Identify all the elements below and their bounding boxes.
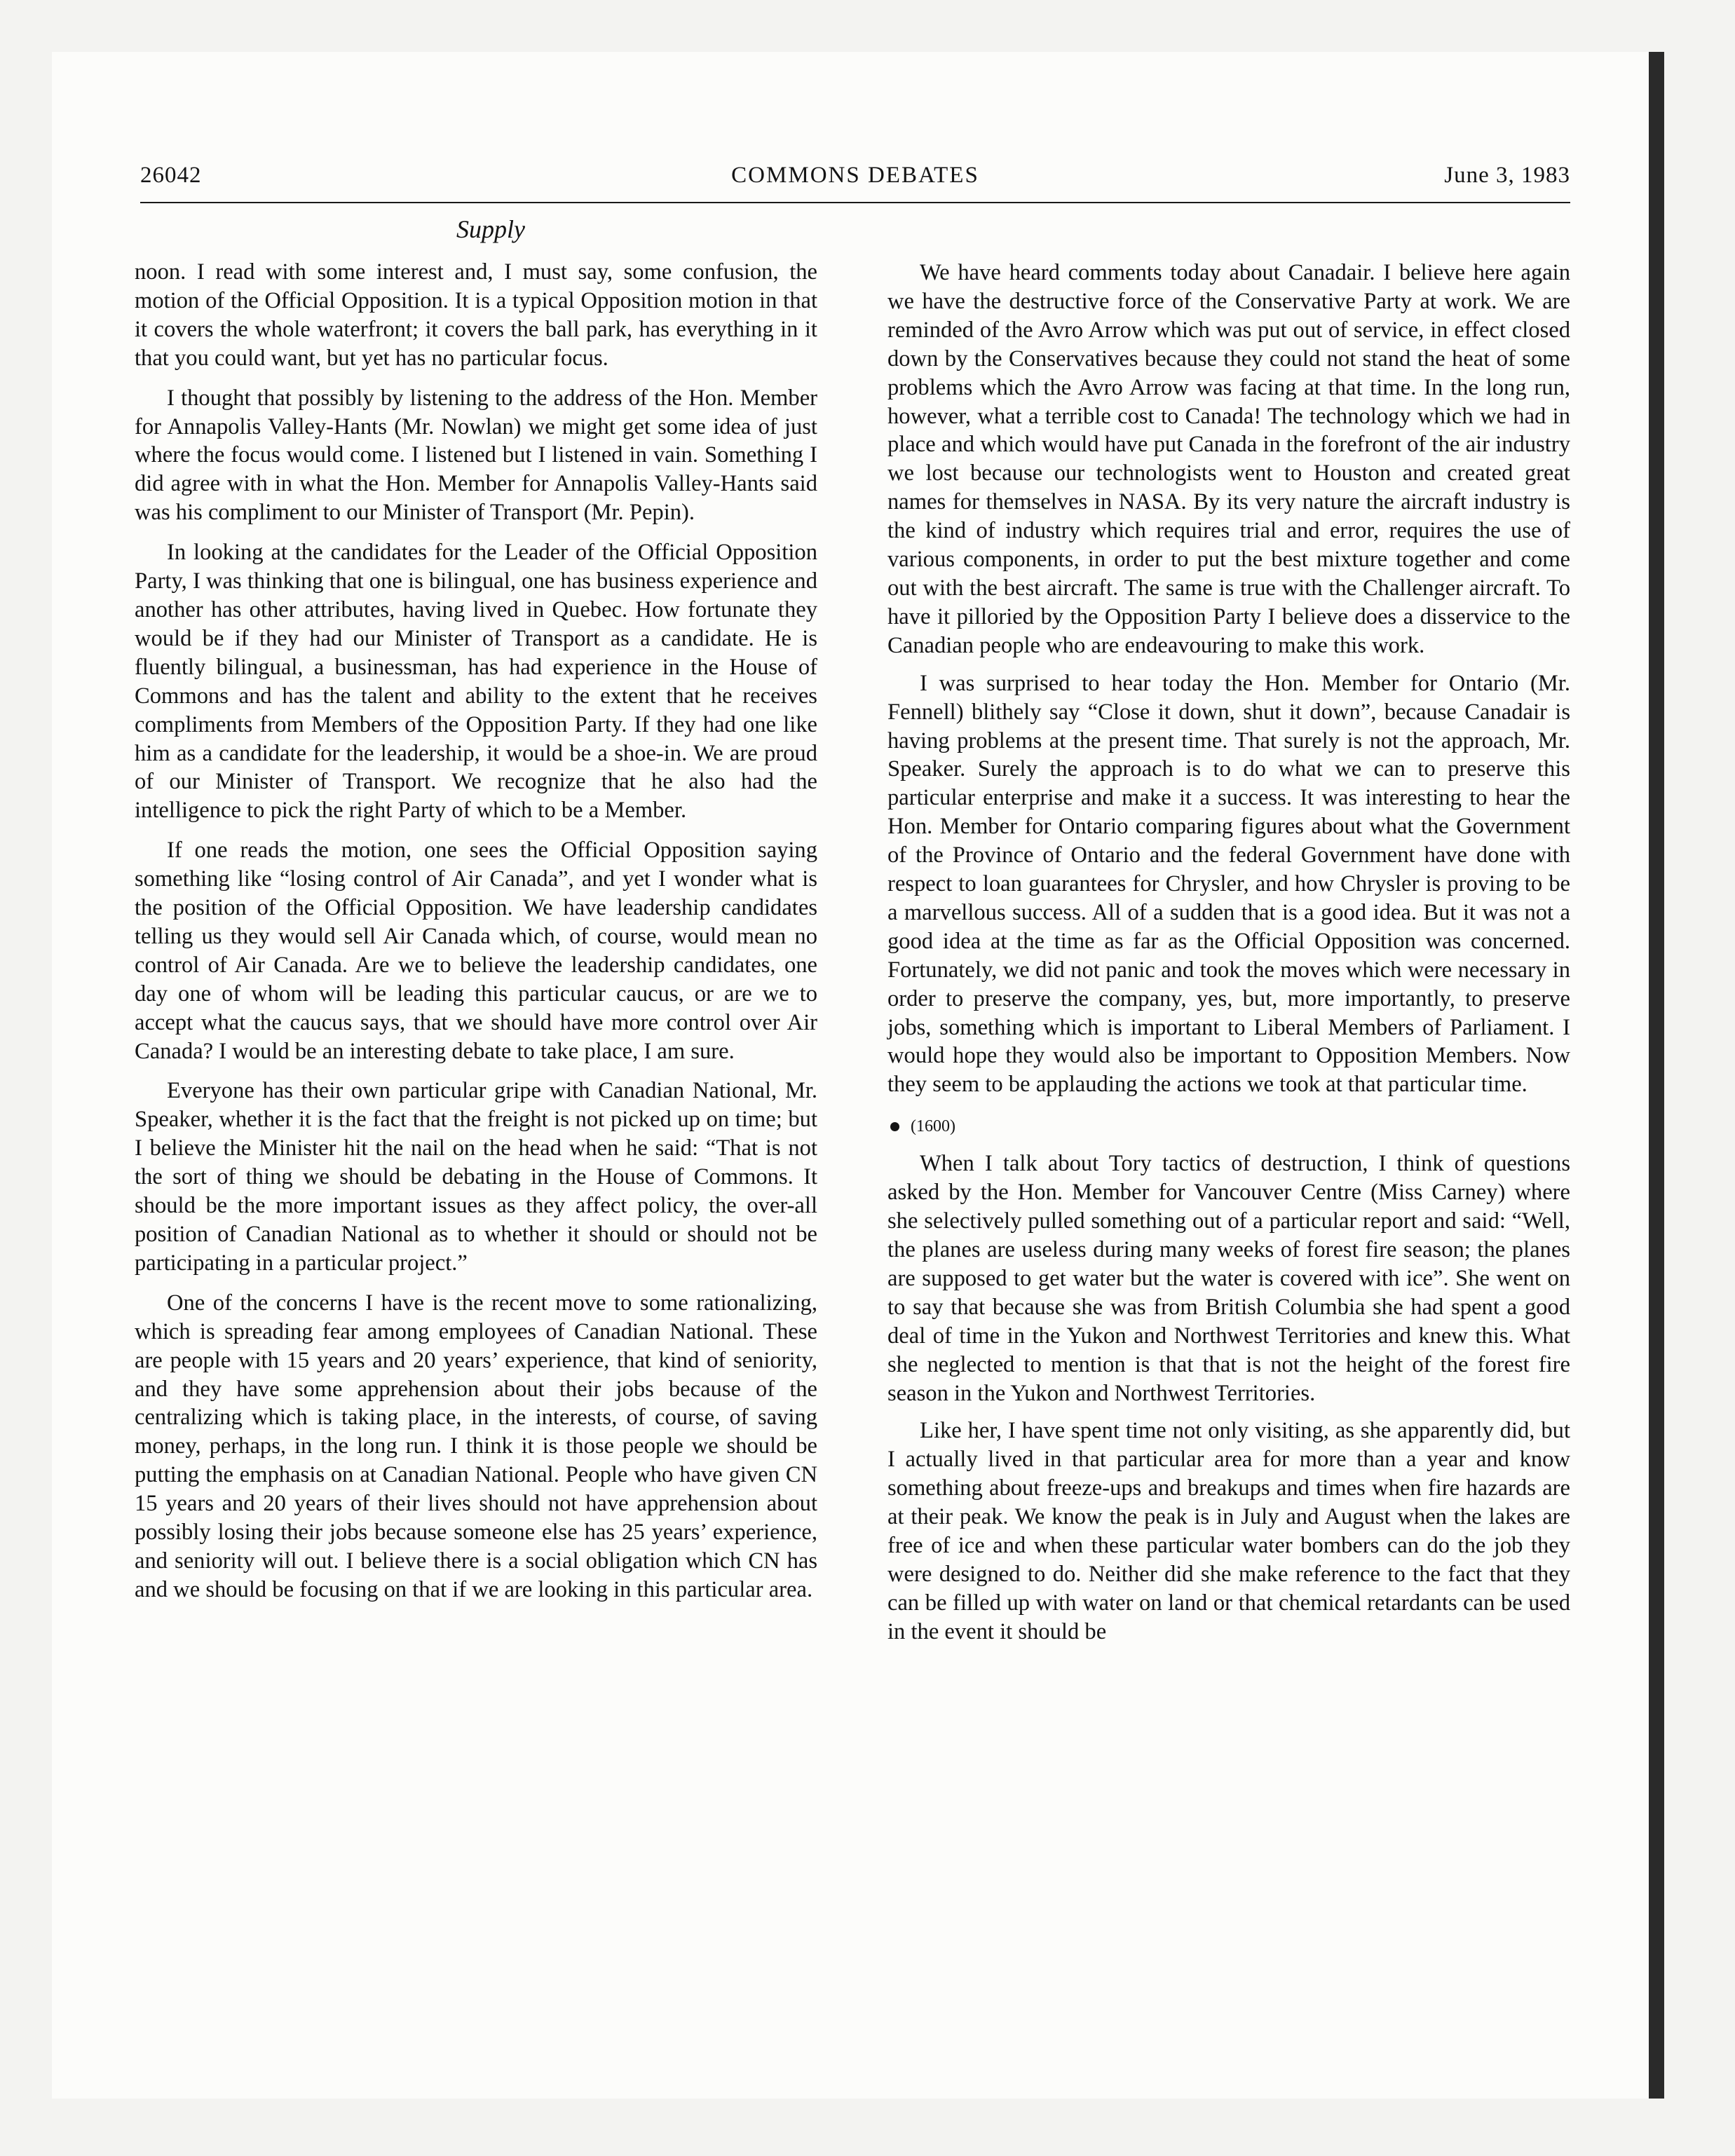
paragraph: We have heard comments today about Canadair. I believe here again we have the destructive force of the Conservative Party at work. We are reminded of the Avro Arrow which was put out of service, in effect closed down by the Conservatives because they could not stand the heat of some problems which the Avro Arrow was facing at that time. In the long run, however, what a terrible cost to Canada! The technology which we had in place and which would have put Canada in the forefront of the air industry we lost because our technologists went to Houston and created great names for themselves in NASA. By its very nature the aircraft industry is the kind of industry which requires trial and error, requires the use of various components, in order to put the best mixture together and come out with the best aircraft. The same is true with the Challenger aircraft. To have it pilloried by the Opposition Party I believe does a disservice to the Canadian people who are endeavouring to make this work. — [887, 260, 1570, 658]
running-title: COMMONS DEBATES — [731, 163, 979, 188]
left-column — [135, 258, 817, 1616]
header-rule — [140, 202, 1570, 203]
paragraph: When I talk about Tory tactics of destruction, I think of questions asked by the Hon. Member for Vancouver Centre (Miss Carney) where she selectively pulled something out of a particular report and said: “Well, the planes are useless during many weeks of forest fire season; the planes are supposed to get water but the water is covered with ice”. She went on to say that because she was from British Columbia she had spent a good deal of time in the Yukon and Northwest Territories and knew this. What she neglected to mention is that that is not the height of the forest fire season in the Yukon and Northwest Territories. — [887, 1151, 1570, 1406]
bullet-icon — [890, 1122, 899, 1131]
page-header — [140, 163, 1570, 202]
right-column — [887, 259, 1570, 1646]
scan-edge-shadow — [1649, 52, 1664, 2099]
paragraph: I thought that possibly by listening to the address of the Hon. Member for Annapolis Valley-Hants (Mr. Nowlan) we might get some idea of just where the focus would come. I listened but I listened in vain. Something I did agree with in what the Hon. Member for Annapolis Valley-Hants said was his compliment to our Minister of Transport (Mr. Pepin). — [135, 385, 817, 526]
paragraph: noon. I read with some interest and, I must say, some confusion, the motion of the Official Opposition. It is a typical Opposition motion in that it covers the whole waterfront; it covers the ball park, has everything in it that you could want, but yet has no particular focus. — [135, 259, 817, 371]
paragraph: Like her, I have spent time not only visiting, as she apparently did, but I actually lived in that particular area for more than a year and know something about freeze-ups and breakups and times when fire hazards are at their peak. We know the peak is in July and August when the lakes are free of ice and when these particular water bombers can do the job they were designed to do. Neither did she make reference to the fact that they can be filled up with water on land or that chemical retardants can be used in the event it should be — [887, 1418, 1570, 1644]
page-number: 26042 — [140, 163, 202, 188]
paragraph: In looking at the candidates for the Leader of the Official Opposition Party, I was thinking that one is bilingual, one has business experience and another has other attributes, having lived in Quebec. How fortunate they would be if they had our Minister of Transport as a candidate. He is fluently bilingual, a businessman, has had experience in the House of Commons and has the talent and ability to the extent that he receives compliments from Members of the Opposition Party. If they had one like him as a candidate for the leadership, it would be a shoe-in. We are proud of our Minister of Transport. We recognize that he also had the intelligence to pick the right Party of which to be a Member. — [135, 540, 817, 824]
time-marker-label: (1600) — [911, 1117, 955, 1136]
paragraph: Everyone has their own particular gripe with Canadian National, Mr. Speaker, whether it is the fact that the freight is not picked up on time; but I believe the Minister hit the nail on the head when he said: “That is not the sort of thing we should be debating in the House of Commons. It should be the more important issues as they affect policy, the over-all position of Canadian National as to whether it should or should not be participating in a particular project.” — [135, 1078, 817, 1276]
time-marker — [887, 1116, 1570, 1137]
paragraph: One of the concerns I have is the recent move to some rationalizing, which is spreading fear among employees of Canadian National. These are people with 15 years and 20 years’ experience, that kind of seniority, and they have some apprehension about their jobs because of the centralizing which is taking place, in the interests, of course, of saving money, perhaps, in the long run. I think it is those people we should be putting the emphasis on at Canadian National. People who have given CN 15 years and 20 years of their lives should not have apprehension about possibly losing their jobs because someone else has 25 years’ experience, and seniority will out. I believe there is a social obligation which CN has and we should be focusing on that if we are looking in this particular area. — [135, 1290, 817, 1602]
paragraph: I was surprised to hear today the Hon. Member for Ontario (Mr. Fennell) blithely say “Close it down, shut it down”, because Canadair is having problems at the present time. That surely is not the approach, Mr. Speaker. Surely the approach is to do what we can to preserve this particular enterprise and make it a success. It was interesting to hear the Hon. Member for Ontario comparing figures about what the Government of the Province of Ontario and the federal Government have done with respect to loan guarantees for Chrysler, and how Chrysler is proving to be a marvellous success. All of a sudden that is a good idea. But it was not a good idea at the time as far as the Official Opposition was concerned. Fortunately, we did not panic and took the moves which were necessary in order to preserve the company, yes, but, more importantly, to preserve jobs, something which is important to Liberal Members of Parliament. I would hope they would also be important to Opposition Members. Now they seem to be applauding the actions we took at that particular time. — [887, 670, 1570, 1098]
section-title: Supply — [456, 215, 525, 243]
paragraph: If one reads the motion, one sees the Official Opposition saying something like “losing control of Air Canada”, and yet I wonder what is the position of the Official Opposition. We have leadership candidates telling us they would sell Air Canada which, of course, would mean no control of Air Canada. Are we to believe the leadership candidates, one day one of whom will be leading this particular caucus, or are we to accept what the caucus says, that we should have more control over Air Canada? I would be an interesting debate to take place, I am sure. — [135, 838, 817, 1064]
header-date: June 3, 1983 — [1444, 163, 1570, 188]
